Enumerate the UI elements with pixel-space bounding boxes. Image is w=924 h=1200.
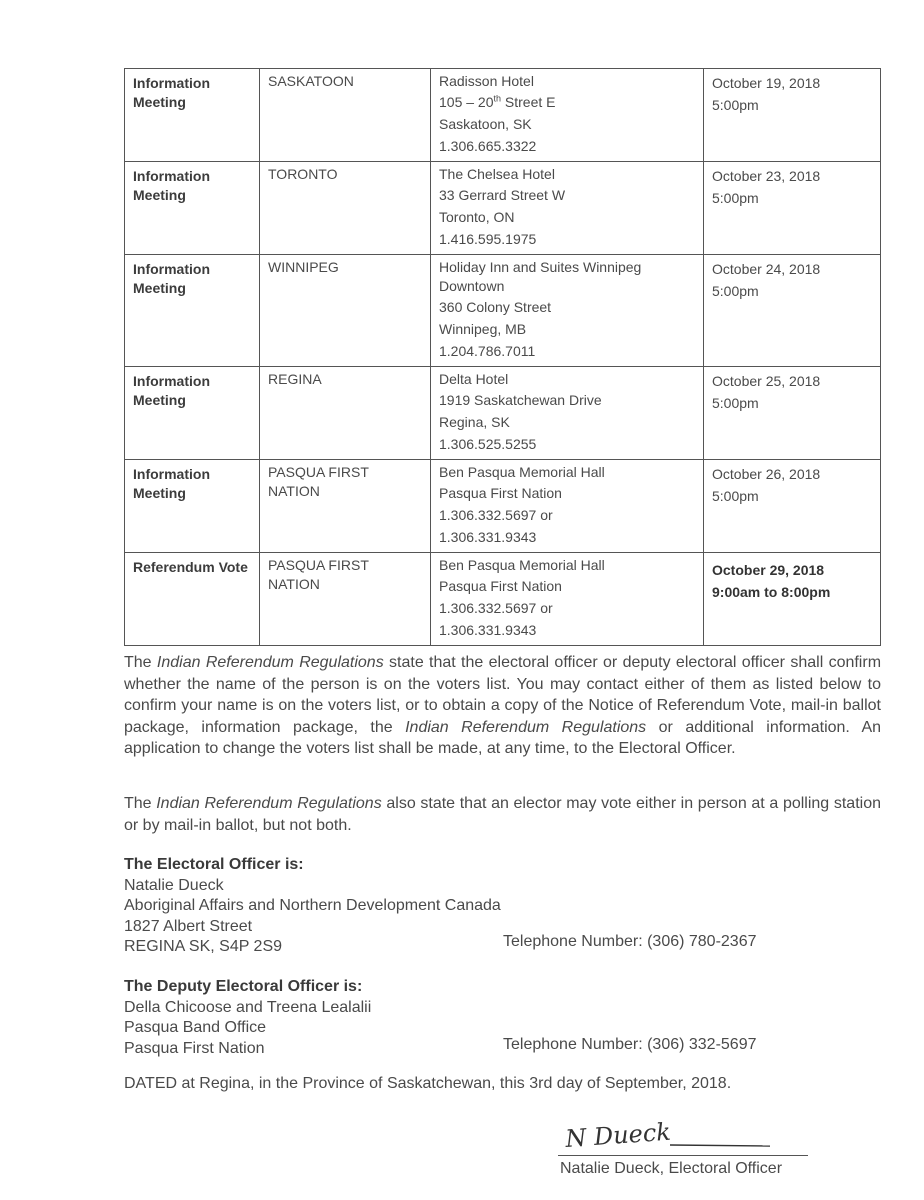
event-venue <box>431 553 704 646</box>
venue-line: 1.204.786.7011 <box>439 343 536 359</box>
event-time: 5:00pm <box>712 283 759 299</box>
venue-line: Delta Hotel <box>439 371 509 387</box>
event-time: 5:00pm <box>712 190 759 206</box>
venue-line: 1.306.332.5697 or <box>439 507 553 523</box>
electoral-officer-block <box>124 855 501 958</box>
event-date: October 29, 2018 <box>712 562 825 578</box>
signature-text: N Dueck <box>564 1117 672 1153</box>
deputy-office: Pasqua Band Office <box>124 1019 267 1036</box>
event-datetime <box>704 255 881 367</box>
event-type: Information Meeting <box>125 162 260 255</box>
venue-line: 1919 Saskatchewan Drive <box>439 392 602 408</box>
paragraph-voters-list <box>124 652 881 760</box>
text: 105 – 20 <box>439 94 494 110</box>
event-type: Information Meeting <box>125 69 260 162</box>
schedule-row <box>125 69 881 162</box>
event-type: Information Meeting <box>125 255 260 367</box>
venue-line: Pasqua First Nation <box>439 485 562 501</box>
text: also state that an elector may vote either in person at a polling station or by mail-in ballot, but not both. <box>124 795 882 834</box>
event-venue <box>431 367 704 460</box>
schedule-row <box>125 553 881 646</box>
paragraph-voting-method <box>124 793 881 836</box>
venue-line: Saskatoon, SK <box>439 116 532 132</box>
electoral-officer-heading: The Electoral Officer is: <box>124 856 304 873</box>
event-type: Information Meeting <box>125 460 260 553</box>
venue-line: Holiday Inn and Suites Winnipeg Downtown <box>439 259 642 294</box>
schedule-row <box>125 162 881 255</box>
venue-line: Ben Pasqua Memorial Hall <box>439 557 605 573</box>
event-location: REGINA <box>260 367 431 460</box>
event-datetime <box>704 367 881 460</box>
meeting-schedule-table <box>124 68 881 646</box>
event-time: 5:00pm <box>712 488 759 504</box>
event-date: October 19, 2018 <box>712 75 821 91</box>
event-time: 5:00pm <box>712 395 759 411</box>
officer-city: REGINA SK, S4P 2S9 <box>124 938 283 955</box>
event-location: PASQUA FIRST NATION <box>260 553 431 646</box>
venue-line: The Chelsea Hotel <box>439 166 555 182</box>
deputy-officer-heading: The Deputy Electoral Officer is: <box>124 978 363 995</box>
event-venue <box>431 460 704 553</box>
event-datetime <box>704 69 881 162</box>
signature-line <box>558 1155 808 1156</box>
event-location: PASQUA FIRST NATION <box>260 460 431 553</box>
venue-line: 360 Colony Street <box>439 299 552 315</box>
venue-line: Regina, SK <box>439 414 510 430</box>
handwritten-signature <box>560 1115 780 1160</box>
event-venue <box>431 255 704 367</box>
event-time: 5:00pm <box>712 97 759 113</box>
venue-line: 1.306.332.5697 or <box>439 600 553 616</box>
event-time: 9:00am to 8:00pm <box>712 584 831 600</box>
venue-line: Toronto, ON <box>439 209 515 225</box>
signatory-name: Natalie Dueck, Electoral Officer <box>560 1160 783 1177</box>
schedule-row <box>125 460 881 553</box>
officer-street: 1827 Albert Street <box>124 917 253 935</box>
event-type: Information Meeting <box>125 367 260 460</box>
event-location: TORONTO <box>260 162 431 255</box>
regulations-title: Indian Referendum Regulations <box>156 795 382 812</box>
regulations-title: Indian Referendum Regulations <box>156 654 384 671</box>
text: The <box>124 654 157 671</box>
event-location: SASKATOON <box>260 69 431 162</box>
event-datetime <box>704 162 881 255</box>
text: th <box>493 93 502 104</box>
venue-line: 1.306.665.3322 <box>439 138 537 154</box>
venue-line: 1.306.331.9343 <box>439 529 537 545</box>
event-datetime <box>704 553 881 646</box>
venue-line: Pasqua First Nation <box>439 578 562 594</box>
event-type: Referendum Vote <box>125 553 260 646</box>
text: or additional information. An application to change the voters list shall be made, at any time, to the Electoral Officer. <box>124 718 882 758</box>
text: The <box>124 795 157 812</box>
schedule-row <box>125 367 881 460</box>
venue-line: 33 Gerrard Street W <box>439 187 566 203</box>
event-date: October 25, 2018 <box>712 373 821 389</box>
text: state that the electoral officer or deputy electoral officer shall confirm whether the name of the person is on the voters list. You may contact either of them as listed below to confirm your name is on the voters list, or to obtain a copy of the Notice of Referendum Vote, mail-in ballot package, information package, the <box>124 654 882 736</box>
deputy-officer-block <box>124 977 371 1059</box>
regulations-title: Indian Referendum Regulations <box>405 718 647 736</box>
dated-statement: DATED at Regina, in the Province of Saskatchewan, this 3rd day of September, 2018. <box>124 1075 732 1092</box>
venue-line: 1.416.595.1975 <box>439 231 537 247</box>
schedule-row <box>125 255 881 367</box>
text: Street E <box>501 94 556 110</box>
deputy-nation: Pasqua First Nation <box>124 1039 265 1057</box>
venue-line: Radisson Hotel <box>439 73 534 89</box>
deputy-names: Della Chicoose and Treena Lealalii <box>124 998 372 1016</box>
event-date: October 24, 2018 <box>712 261 821 277</box>
event-venue <box>431 162 704 255</box>
officer-name: Natalie Dueck <box>124 876 224 894</box>
event-date: October 23, 2018 <box>712 168 821 184</box>
venue-line <box>439 91 695 113</box>
event-date: October 26, 2018 <box>712 466 821 482</box>
electoral-officer-telephone: Telephone Number: (306) 780-2367 <box>503 933 757 950</box>
event-datetime <box>704 460 881 553</box>
event-location: WINNIPEG <box>260 255 431 367</box>
deputy-officer-telephone: Telephone Number: (306) 332-5697 <box>503 1036 757 1053</box>
officer-organization: Aboriginal Affairs and Northern Development Canada <box>124 897 501 914</box>
venue-line: 1.306.525.5255 <box>439 436 537 452</box>
venue-line: 1.306.331.9343 <box>439 622 537 638</box>
event-venue <box>431 69 704 162</box>
venue-line: Winnipeg, MB <box>439 321 527 337</box>
venue-line: Ben Pasqua Memorial Hall <box>439 464 605 480</box>
